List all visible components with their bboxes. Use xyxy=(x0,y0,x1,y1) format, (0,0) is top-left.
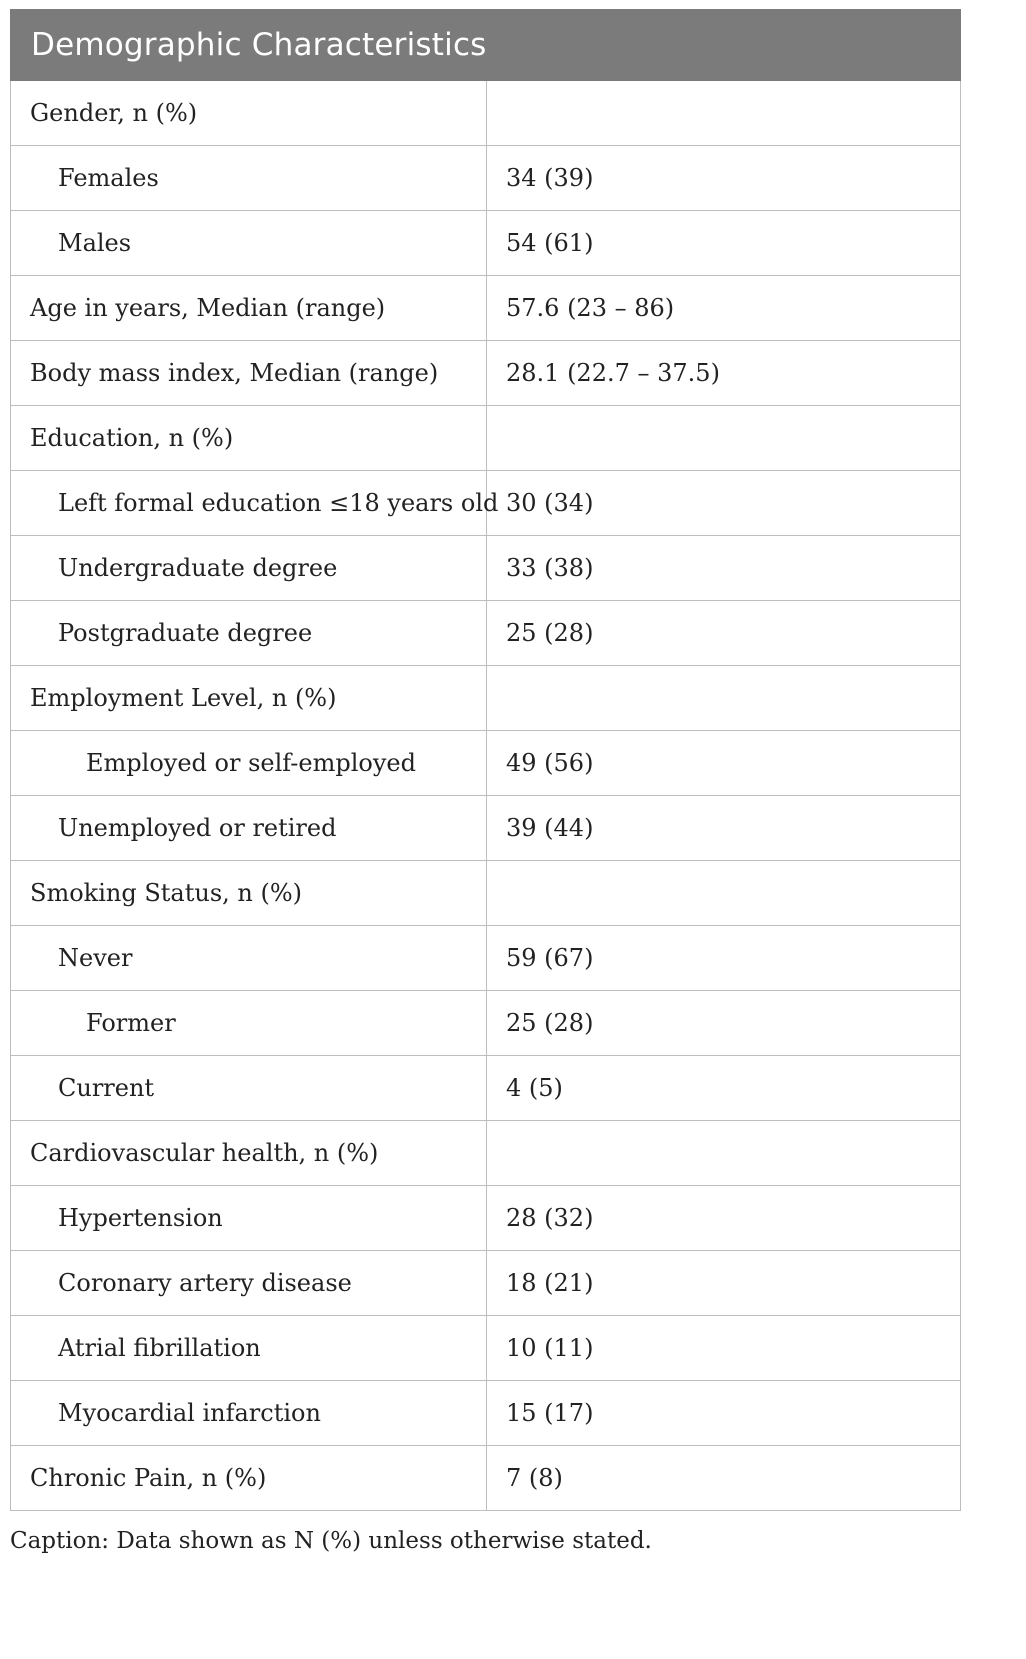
table-row xyxy=(11,1121,961,1186)
row-value xyxy=(487,861,961,926)
row-value: 10 (11) xyxy=(487,1316,961,1381)
row-label: Former xyxy=(11,991,487,1056)
table-title: Demographic Characteristics xyxy=(11,10,961,81)
row-label: Atrial fibrillation xyxy=(11,1316,487,1381)
table-body xyxy=(11,81,961,1511)
row-label: Never xyxy=(11,926,487,991)
row-value: 28.1 (22.7 – 37.5) xyxy=(487,341,961,406)
table-row xyxy=(11,81,961,146)
row-value xyxy=(487,406,961,471)
row-value: 54 (61) xyxy=(487,211,961,276)
row-value: 28 (32) xyxy=(487,1186,961,1251)
table-row xyxy=(11,1186,961,1251)
row-value: 57.6 (23 – 86) xyxy=(487,276,961,341)
table-row xyxy=(11,666,961,731)
row-value: 7 (8) xyxy=(487,1446,961,1511)
row-value xyxy=(487,666,961,731)
table-row xyxy=(11,471,961,536)
table-row xyxy=(11,276,961,341)
row-label: Unemployed or retired xyxy=(11,796,487,861)
row-label: Body mass index, Median (range) xyxy=(11,341,487,406)
row-value: 4 (5) xyxy=(487,1056,961,1121)
row-label: Smoking Status, n (%) xyxy=(11,861,487,926)
row-label: Males xyxy=(11,211,487,276)
row-value: 18 (21) xyxy=(487,1251,961,1316)
table-row xyxy=(11,1381,961,1446)
row-value xyxy=(487,81,961,146)
table-row xyxy=(11,861,961,926)
row-label: Myocardial infarction xyxy=(11,1381,487,1446)
row-label: Hypertension xyxy=(11,1186,487,1251)
table-row xyxy=(11,601,961,666)
table-row xyxy=(11,211,961,276)
table-row xyxy=(11,991,961,1056)
row-label: Employment Level, n (%) xyxy=(11,666,487,731)
row-label: Gender, n (%) xyxy=(11,81,487,146)
table-row xyxy=(11,1446,961,1511)
table-row xyxy=(11,926,961,991)
table-row xyxy=(11,796,961,861)
table-row xyxy=(11,406,961,471)
row-value: 39 (44) xyxy=(487,796,961,861)
table-row xyxy=(11,341,961,406)
row-label: Chronic Pain, n (%) xyxy=(11,1446,487,1511)
row-value: 59 (67) xyxy=(487,926,961,991)
row-label: Current xyxy=(11,1056,487,1121)
row-label: Undergraduate degree xyxy=(11,536,487,601)
table-row xyxy=(11,731,961,796)
row-value: 49 (56) xyxy=(487,731,961,796)
row-value xyxy=(487,1121,961,1186)
table-header-row xyxy=(11,10,961,81)
row-label: Cardiovascular health, n (%) xyxy=(11,1121,487,1186)
table-row xyxy=(11,1251,961,1316)
demographics-table-container xyxy=(10,9,960,1511)
row-value: 30 (34) xyxy=(487,471,961,536)
row-value: 25 (28) xyxy=(487,991,961,1056)
demographics-table xyxy=(10,9,961,1511)
row-value: 34 (39) xyxy=(487,146,961,211)
row-value: 15 (17) xyxy=(487,1381,961,1446)
row-label: Education, n (%) xyxy=(11,406,487,471)
table-row xyxy=(11,1316,961,1381)
row-label: Postgraduate degree xyxy=(11,601,487,666)
row-label: Coronary artery disease xyxy=(11,1251,487,1316)
table-caption: Caption: Data shown as N (%) unless otherwise stated. xyxy=(10,1528,652,1554)
row-value: 25 (28) xyxy=(487,601,961,666)
row-label: Age in years, Median (range) xyxy=(11,276,487,341)
row-label: Females xyxy=(11,146,487,211)
row-label: Left formal education ≤18 years old xyxy=(11,471,487,536)
table-row xyxy=(11,536,961,601)
table-row xyxy=(11,1056,961,1121)
row-value: 33 (38) xyxy=(487,536,961,601)
row-label: Employed or self-employed xyxy=(11,731,487,796)
table-row xyxy=(11,146,961,211)
